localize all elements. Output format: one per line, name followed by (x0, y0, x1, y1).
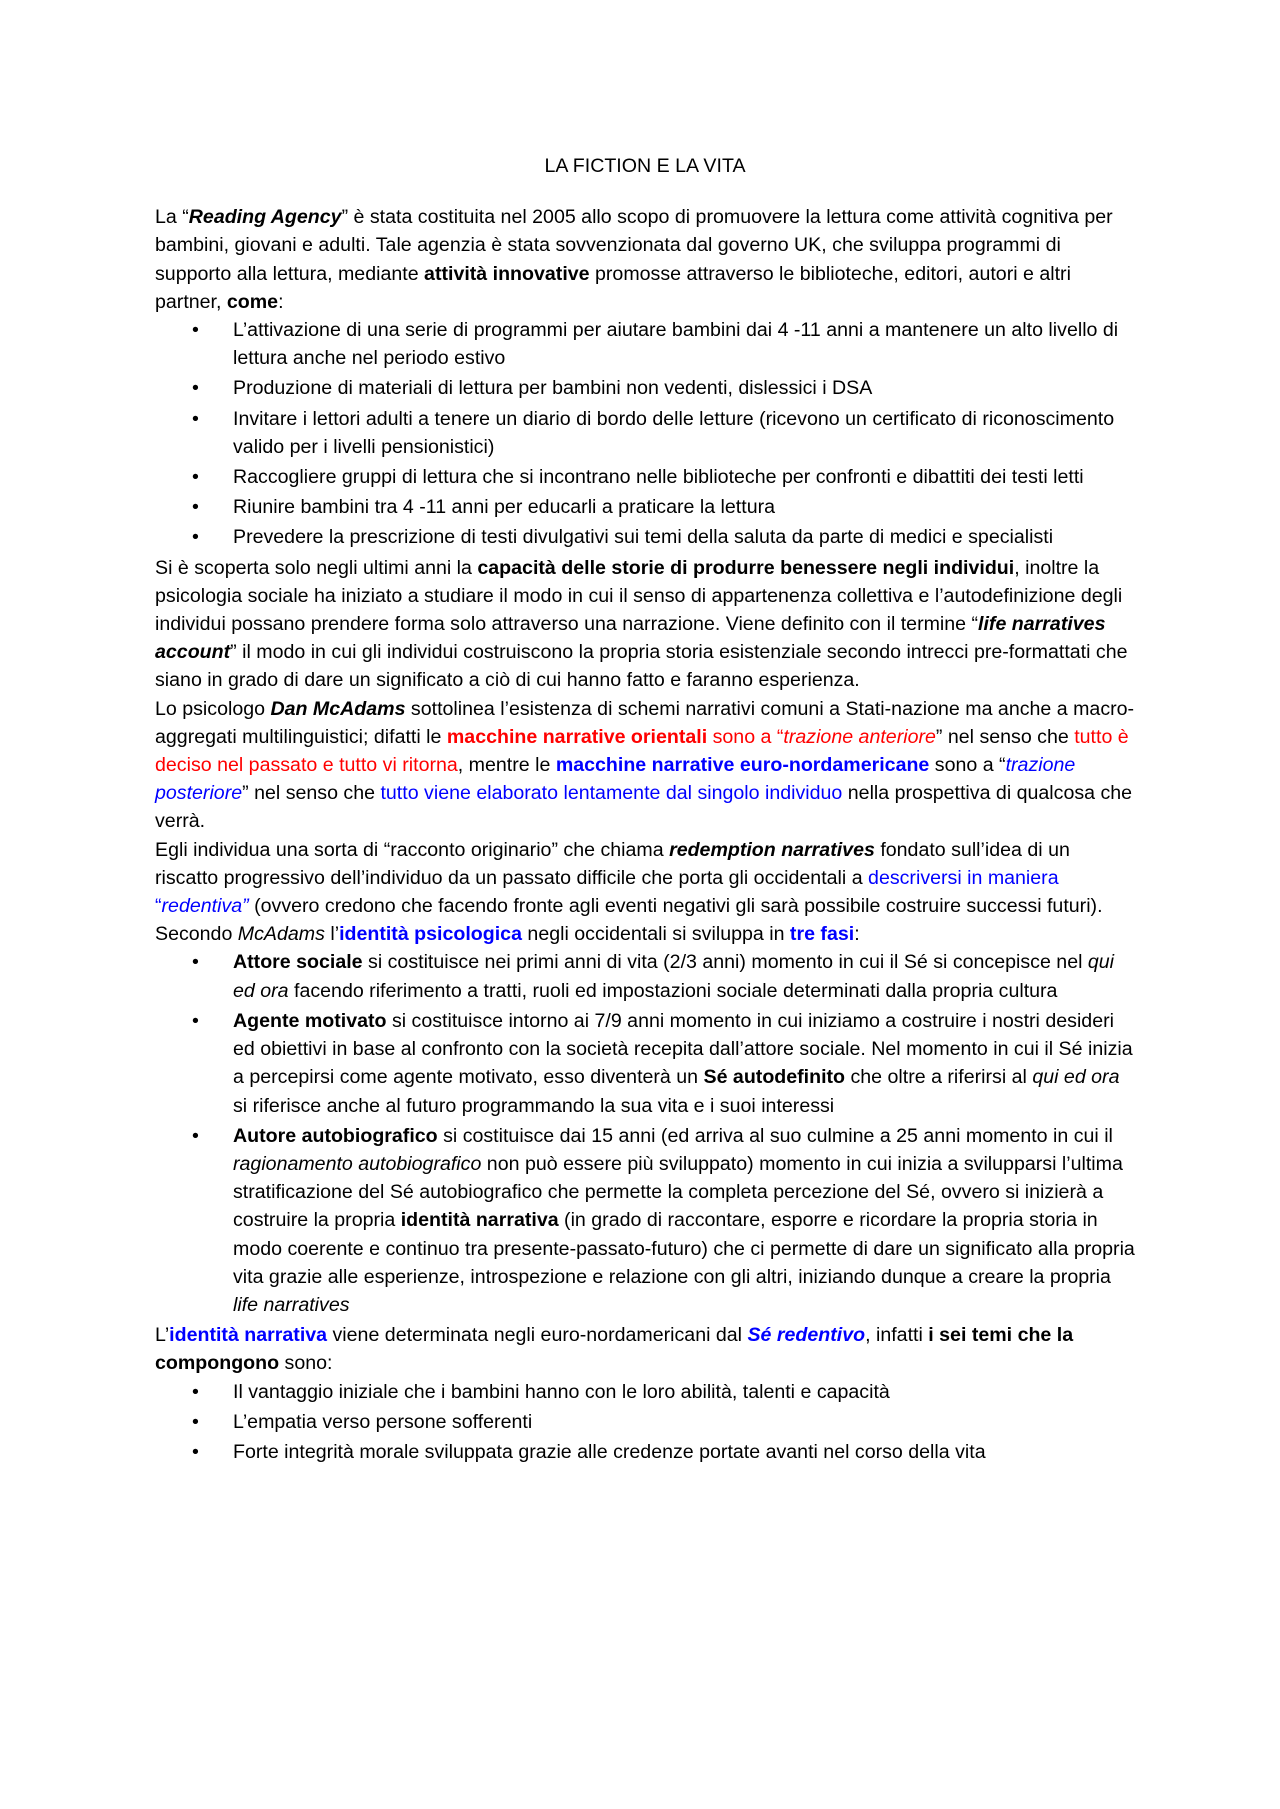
list-item (155, 463, 1135, 491)
text-run: life narratives (233, 1293, 350, 1316)
text-run: si costituisce intorno ai 7/9 anni momento in cui iniziamo a costruire i nostri desideri ed obiettivi in base al confronto con la società recepita dall’attore sociale. Nel momento in cui il Sé inizia a percepirsi come agente motivato, esso diventerà un (233, 1009, 1133, 1089)
oriental-narrative-machines-term: macchine narrative orientali (446, 725, 708, 748)
text-run: ragionamento autobiografico (233, 1152, 482, 1175)
bullet-icon: • (192, 951, 199, 974)
text-run: L’ (155, 1324, 170, 1347)
western-narrative-machines-term: macchine narrative euro-nordamericane (555, 754, 930, 777)
activities-list (155, 316, 1135, 552)
text-run: ” nel senso che (935, 725, 1075, 748)
narrative-identity-term: identità narrativa (169, 1324, 328, 1347)
text-run: Si è scoperta solo negli ultimi anni la (155, 556, 478, 579)
list-item (155, 316, 1135, 372)
past-decided-phrase: tutto è deciso nel passato e tutto vi ritorna (155, 725, 1129, 777)
text-run: La “ (155, 206, 189, 229)
text-run: fondato sull’idea di un riscatto progressivo dell’individuo da un passato difficile che porta gli occidentali a (155, 838, 1070, 889)
life-narratives-account-term: life narratives account (155, 613, 1106, 664)
text-run: (ovvero credono che facendo fronte agli eventi negativi gli sarà possibile costruire successi futuri). (248, 895, 1103, 918)
redentiva-term: redentiva (161, 895, 243, 918)
bullet-icon: • (192, 1124, 199, 1147)
text-run: si costituisce nei primi anni di vita (2/3 anni) momento in cui il Sé si concepisce nel (362, 951, 1088, 974)
text-run: non può essere più sviluppato) momento in cui inizia a svilupparsi l’ultima stratificazione del Sé autobiografico che permette la completa percezione del Sé, ovvero si inizierà a costruire la propria (233, 1152, 1123, 1232)
bullet-icon: • (192, 377, 199, 400)
bullet-icon: • (192, 319, 199, 342)
list-item (155, 1438, 1135, 1466)
redemption-paragraph (155, 836, 1135, 921)
list-item (155, 493, 1135, 521)
list-item (155, 1408, 1135, 1436)
list-item (155, 405, 1135, 461)
document-title: LA FICTION E LA VITA (544, 155, 746, 177)
six-themes-term: i sei temi che la compongono (155, 1324, 1074, 1375)
list-item-text: Invitare i lettori adulti a tenere un diario di bordo delle letture (ricevono un certificato di riconoscimento valido per i livelli pensionistici) (233, 407, 1115, 458)
list-item-text: Riunire bambini tra 4 -11 anni per educarli a praticare la lettura (233, 496, 776, 519)
text-run: Egli individua una sorta di “racconto originario” che chiama (155, 838, 670, 861)
redemptive-self-term: Sé redentivo (747, 1324, 866, 1347)
text-run: negli occidentali si sviluppa in (521, 923, 790, 946)
individual-elaboration-phrase: tutto viene elaborato lentamente dal singolo individuo (380, 782, 843, 805)
bullet-icon: • (192, 1380, 199, 1403)
text-run: : (278, 290, 284, 313)
document-page (155, 152, 1135, 1468)
phase-item-autobiographical-author (155, 1122, 1135, 1319)
text-run: viene determinata negli euro-nordamericani dal (327, 1324, 748, 1347)
text-run: facendo riferimento a tratti, ruoli ed impostazioni sociale determinati dalla propria cultura (288, 979, 1058, 1002)
text-run: identità narrativa (400, 1209, 559, 1232)
text-run: , infatti (865, 1324, 929, 1347)
text-run: ” il modo in cui gli individui costruiscono la propria storia esistenziale secondo intrecci pre-formattati che siano in grado di dare un significato a ciò di cui hanno fatto e faranno esperienza. (155, 641, 1128, 692)
bullet-icon: • (192, 1009, 199, 1032)
identity-paragraph (155, 1321, 1135, 1377)
psychological-identity-term: identità psicologica (339, 923, 522, 946)
text-run: ” è stata costituita nel 2005 allo scopo di promuovere la lettura come attività cognitiva per bambini, giovani e adulti. Tale agenzia è stata sovvenzionata dal governo UK, che sviluppa programmi di supporto alla lettura, mediante (155, 206, 1113, 285)
text-run: nella prospettiva di qualcosa che verrà. (155, 782, 1133, 833)
reading-agency-term: Reading Agency (188, 206, 342, 229)
text-run: , inoltre la psicologia sociale ha iniziato a studiare il modo in cui il senso di appartenenza collettiva e l’autodefinizione degli individui possano prendere forma solo attraverso una narrazione. Viene definito con il termine “ (155, 556, 1123, 636)
rear-traction-term: trazione posteriore (155, 754, 1076, 805)
phase-item-social-actor (155, 948, 1135, 1004)
front-traction-term: trazione anteriore (783, 725, 936, 748)
stories-wellbeing-term: capacità delle storie di produrre benessere negli individui (477, 556, 1015, 579)
text-run: ” nel senso che (242, 782, 381, 805)
text-run: sono: (279, 1352, 333, 1375)
list-item-text: Il vantaggio iniziale che i bambini hanno con le loro abilità, talenti e capacità (233, 1380, 890, 1403)
stories-paragraph (155, 554, 1135, 695)
phases-paragraph (155, 920, 1135, 948)
phase-term: Autore autobiografico (233, 1124, 438, 1147)
text-run: sono a “ (929, 754, 1006, 777)
text-run: qui ed ora (1032, 1066, 1120, 1089)
text-run: qui ed ora (233, 951, 1115, 1002)
bullet-icon: • (192, 496, 199, 519)
list-item-text: L’empatia verso persone sofferenti (233, 1410, 533, 1433)
list-item (155, 1378, 1135, 1406)
text-run: Secondo (155, 923, 238, 946)
redemption-narratives-term: redemption narratives (669, 838, 875, 861)
text-run: si riferisce anche al futuro programmando la sua vita e i suoi interessi (233, 1094, 835, 1117)
text-run: sono a “ (707, 725, 784, 748)
bullet-icon: • (192, 1440, 199, 1463)
mcadams-name: McAdams (237, 923, 325, 946)
three-phases-term: tre fasi (789, 923, 855, 946)
themes-list (155, 1378, 1135, 1467)
text-run: si costituisce dai 15 anni (ed arriva al suo culmine a 25 anni momento in cui il (437, 1124, 1113, 1147)
redemptive-phrase: descriversi in maniera “ (155, 866, 1059, 918)
intro-paragraph (155, 203, 1135, 316)
text-run: ” (242, 895, 249, 918)
innovative-activities-term: attività innovative (424, 262, 590, 285)
phase-term: Agente motivato (233, 1009, 387, 1032)
list-item (155, 374, 1135, 402)
bullet-icon: • (192, 466, 199, 489)
list-item-text: Raccogliere gruppi di lettura che si incontrano nelle biblioteche per confronti e dibattiti dei testi letti (233, 466, 1084, 489)
text-run: l’ (324, 923, 340, 946)
text-run: che oltre a riferirsi al (845, 1066, 1033, 1089)
mcadams-paragraph (155, 695, 1135, 836)
list-item-text: Prevedere la prescrizione di testi divulgativi sui temi della saluta da parte di medici e specialisti (233, 526, 1054, 549)
phases-list (155, 948, 1135, 1319)
bullet-icon: • (192, 1410, 199, 1433)
text-run: : (854, 923, 860, 946)
text-run: Lo psicologo (155, 697, 271, 720)
text-run: , mentre le (457, 754, 556, 777)
phase-item-motivated-agent (155, 1007, 1135, 1120)
list-item (155, 523, 1135, 551)
list-item-text: Produzione di materiali di lettura per bambini non vedenti, dislessici i DSA (233, 377, 873, 400)
phase-term: Attore sociale (233, 951, 363, 974)
dan-mcadams-term: Dan McAdams (270, 697, 406, 720)
come-term: come (226, 290, 279, 313)
bullet-icon: • (192, 526, 199, 549)
list-item-text: L’attivazione di una serie di programmi per aiutare bambini dai 4 -11 anni a mantenere un alto livello di lettura anche nel periodo estivo (233, 319, 1119, 370)
list-item-text: Forte integrità morale sviluppata grazie alle credenze portate avanti nel corso della vita (233, 1440, 986, 1463)
text-run: sottolinea l’esistenza di schemi narrativi comuni a Stati-nazione ma anche a macro-aggregati multilinguistici; difatti le (155, 697, 1135, 748)
text-run: promosse attraverso le biblioteche, editori, autori e altri partner, (155, 262, 1071, 313)
bullet-icon: • (192, 407, 199, 430)
text-run: Sé autodefinito (703, 1066, 846, 1089)
text-run: (in grado di raccontare, esporre e ricordare la propria storia in modo coerente e continuo tra presente-passato-futuro) che ci permette di dare un significato alla propria vita grazie alle esperienze, introspezione e relazione con gli altri, iniziando dunque a creare la propria (233, 1209, 1135, 1288)
